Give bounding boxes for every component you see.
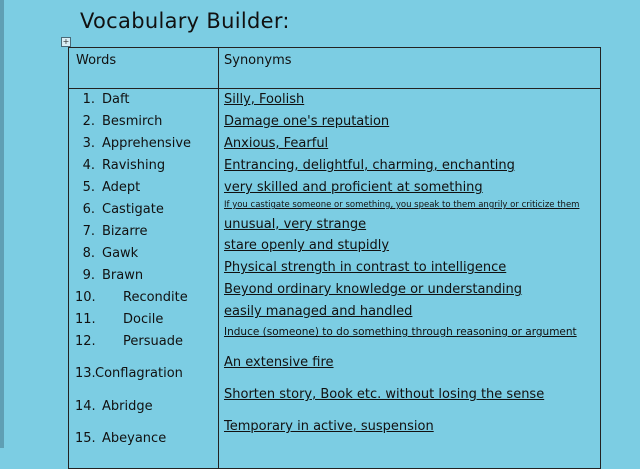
document-title: Vocabulary Builder:: [80, 9, 290, 33]
synonym-text: unusual, very strange: [224, 217, 367, 232]
synonym-text: Damage one's reputation: [224, 114, 390, 129]
synonym-text: Physical strength in contrast to intelligence: [224, 260, 507, 275]
column-divider: [218, 48, 219, 468]
word-row: 8. Gawk: [82, 246, 139, 261]
synonym-text: stare openly and stupidly: [224, 238, 390, 253]
header-words: Words: [76, 53, 117, 68]
word-row: 14. Abridge: [75, 399, 153, 414]
word-row: 11. Docile: [75, 312, 164, 327]
synonym-text: Entrancing, delightful, charming, enchanting: [224, 158, 515, 173]
synonym-text: very skilled and proficient at something: [224, 180, 483, 195]
synonym-text: Temporary in active, suspension: [224, 419, 434, 434]
header-synonyms: Synonyms: [224, 53, 292, 68]
vocabulary-table: [68, 47, 601, 469]
word-row: 13.Conflagration: [75, 366, 183, 381]
word-row: 12. Persuade: [75, 334, 183, 349]
word-row: 3. Apprehensive: [82, 136, 192, 151]
header-divider: [69, 88, 600, 89]
synonym-text: Silly, Foolish: [224, 92, 305, 107]
synonym-text: Induce (someone) to do something through reasoning or argument: [224, 326, 577, 338]
word-row: 4. Ravishing: [82, 158, 166, 173]
synonym-text: easily managed and handled: [224, 304, 413, 319]
word-row: 9. Brawn: [82, 268, 144, 283]
word-row: 5. Adept: [82, 180, 141, 195]
synonym-text: Anxious, Fearful: [224, 136, 329, 151]
synonym-text: Shorten story, Book etc. without losing the sense: [224, 387, 545, 402]
word-row: 1. Daft: [82, 92, 130, 107]
synonym-text: An extensive fire: [224, 355, 334, 370]
word-row: 6. Castigate: [82, 202, 164, 217]
word-row: 15. Abeyance: [75, 431, 167, 446]
word-row: 10. Recondite: [75, 290, 188, 305]
document-left-edge: [0, 0, 4, 448]
table-move-handle-icon[interactable]: +: [62, 37, 70, 46]
synonym-text: Beyond ordinary knowledge or understanding: [224, 282, 523, 297]
synonym-text: If you castigate someone or something, you speak to them angrily or criticize them: [224, 200, 580, 210]
word-row: 7. Bizarre: [82, 224, 148, 239]
word-row: 2. Besmirch: [82, 114, 163, 129]
